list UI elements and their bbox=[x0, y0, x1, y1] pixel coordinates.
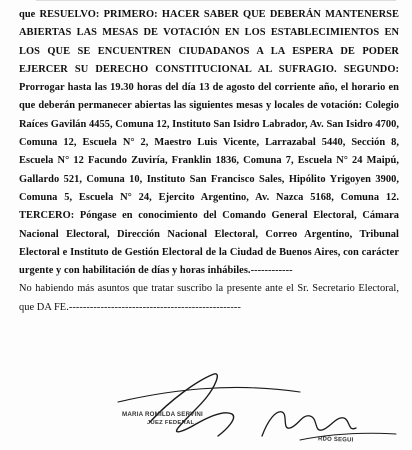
judge-title-stamp: JUEZ FEDERAL bbox=[147, 420, 195, 426]
judge-signature bbox=[150, 374, 234, 436]
closing-paragraph: No habiendo más asuntos que tratar suscribo la presente ante el Sr. Secretario Electoral, que DA FE.------------------------------------------------- bbox=[19, 283, 399, 313]
resolution-paragraph: que RESUELVO: PRIMERO: HACER SABER QUE DEBERÁN MANTENERSE ABIERTAS LAS MESAS DE VOTACIÓN EN LOS ESTABLECIMIENTOS EN LOS QUE SE ENCUENTREN CIUDADANOS A LA ESPERA DE PODER EJERCER SU DERECHO CONSTITUCIONAL AL SUFRAGIO. SEGUNDO: Prorrogar hasta las 19.30 horas del día 13 de agosto del corriente año, el horario en que deberán permanecer abiertas las siguientes mesas y locales de votación: Colegio Raíces Gavilán 4455, Comuna 12, Instituto San Isidro Labrador, Av. San Isidro 4700, Comuna 12, Escuela N° 2, Maestro Luis Vicente, Larrazabal 5440, Sección 8, Escuela N° 12 Facundo Zuviría, Franklin 1836, Comuna 7, Escuela N° 24 Maipú, Gallardo 521, Comuna 10, Instituto San Francisco Sales, Hipólito Yrigoyen 3900, Comuna 5, Escuela N° 24, Ejercito Argentino, Av. Nazca 5168, Comuna 12. TERCERO: Póngase en conocimiento del Comando General Electoral, Cámara Nacional Electoral, Dirección Nacional Electoral, Correo Argentino, Tribunal Electoral e Instituto de Gestión Electoral de la Ciudad de Buenos Aires, con carácter urgente y con habilitación de días y horas inhábiles.------------ bbox=[19, 9, 399, 277]
document-body bbox=[19, 6, 399, 317]
top-rule bbox=[36, 0, 396, 1]
judge-name-stamp: MARIA ROMILDA SERVINI bbox=[122, 411, 203, 418]
secretary-name-stamp: RDO SEGUI bbox=[317, 436, 354, 444]
secretary-signature bbox=[262, 412, 356, 436]
